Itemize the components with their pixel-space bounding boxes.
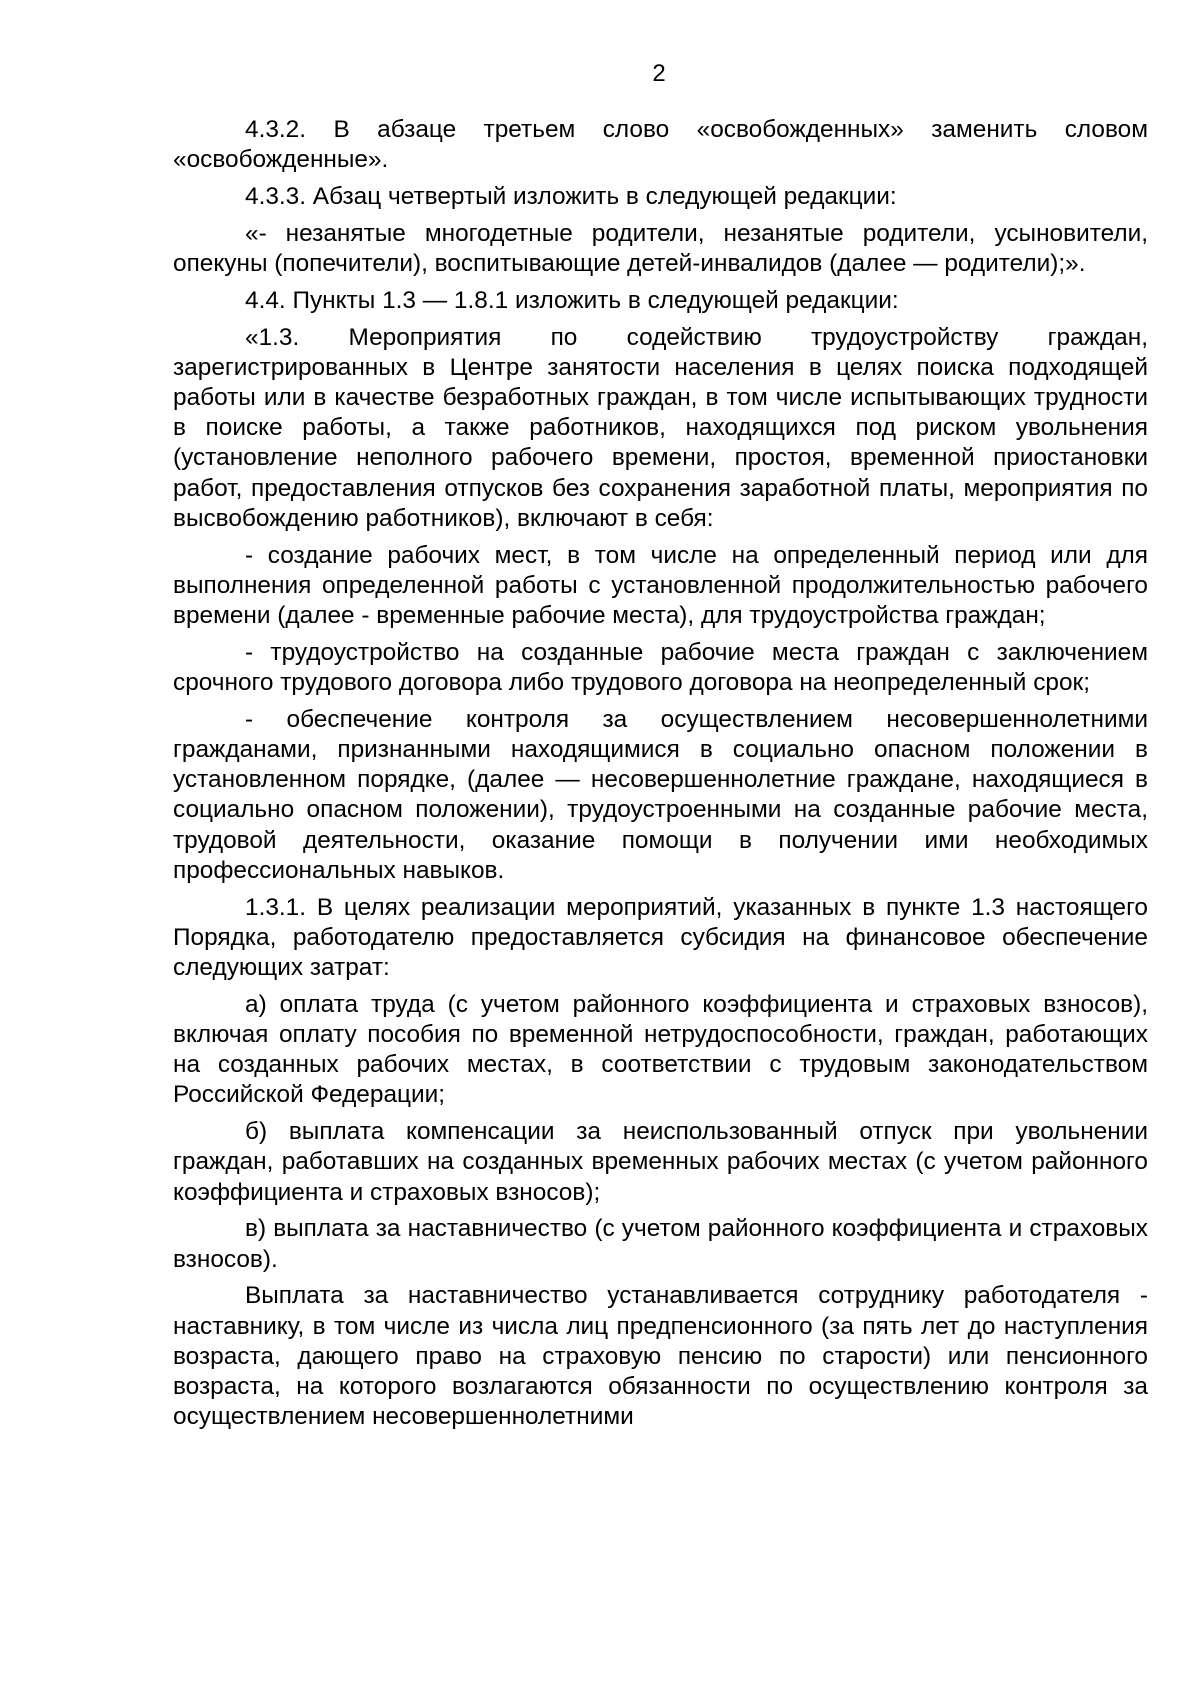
page-number: 2 xyxy=(652,60,666,87)
paragraph-subitem-v: в) выплата за наставничество (с учетом районного коэффициента и страховых взносов). xyxy=(173,1215,1148,1273)
paragraph-4-4: 4.4. Пункты 1.3 — 1.8.1 изложить в следующей редакции: xyxy=(245,286,899,314)
document-body xyxy=(173,115,1148,1439)
paragraph-list-item-creation: - создание рабочих мест, в том числе на определенный период или для выполнения определенной работы с установленной продолжительностью рабочего времени (далее - временные рабочие места), для трудоустройства граждан; xyxy=(173,541,1148,630)
paragraph-1-3: «1.3. Мероприятия по содействию трудоустройству граждан, зарегистрированных в Центре занятости населения в целях поиска подходящей работы или в качестве безработных граждан, в том числе испытывающих трудности в поиске работы, а также работников, находящихся под риском увольнения (установление неполного рабочего времени, простоя, временной приостановки работ, предоставления отпусков без сохранения заработной платы, мероприятия по высвобождению работников), включают в себя: xyxy=(173,323,1148,532)
paragraph-mentorship: Выплата за наставничество устанавливается сотруднику работодателя - наставнику, в том числе из числа лиц предпенсионного (за пять лет до наступления возраста, дающего право на страховую пенсию по старости) или пенсионного возраста, на которого возлагаются обязанности по осуществлению контроля за осуществлением несовершеннолетними xyxy=(173,1282,1148,1431)
paragraph-list-item-control: - обеспечение контроля за осуществлением несовершеннолетними гражданами, признанными находящимися в социально опасном положении в установленном порядке, (далее — несовершеннолетние граждане, находящиеся в социально опасном положении), трудоустроенными на созданные рабочие места, трудовой деятельности, оказание помощи в получении ими необходимых профессиональных навыков. xyxy=(173,705,1148,884)
paragraph-subitem-a: а) оплата труда (с учетом районного коэффициента и страховых взносов), включая оплату пособия по временной нетрудоспособности, граждан, работающих на созданных рабочих местах, в соответствии с трудовым законодательством Российской Федерации; xyxy=(173,990,1148,1109)
paragraph-1-3-1: 1.3.1. В целях реализации мероприятий, указанных в пункте 1.3 настоящего Порядка, работодателю предоставляется субсидия на финансовое обеспечение следующих затрат: xyxy=(173,893,1148,982)
paragraph-4-3-3: 4.3.3. Абзац четвертый изложить в следующей редакции: xyxy=(245,183,897,210)
paragraph-list-item-employment: - трудоустройство на созданные рабочие места граждан с заключением срочного трудового договора либо трудового договора на неопределенный срок; xyxy=(173,638,1148,697)
paragraph-4-3-2: 4.3.2. В абзаце третьем слово «освобожденных» заменить словом «освобожденные». xyxy=(173,116,1148,174)
paragraph-subitem-b: б) выплата компенсации за неиспользованный отпуск при увольнении граждан, работавших на созданных временных рабочих местах (с учетом районного коэффициента и страховых взносов); xyxy=(173,1118,1148,1206)
paragraph-quoted-parents: «- незанятые многодетные родители, незанятые родители, усыновители, опекуны (попечители), воспитывающие детей-инвалидов (далее — родители);». xyxy=(173,219,1148,277)
